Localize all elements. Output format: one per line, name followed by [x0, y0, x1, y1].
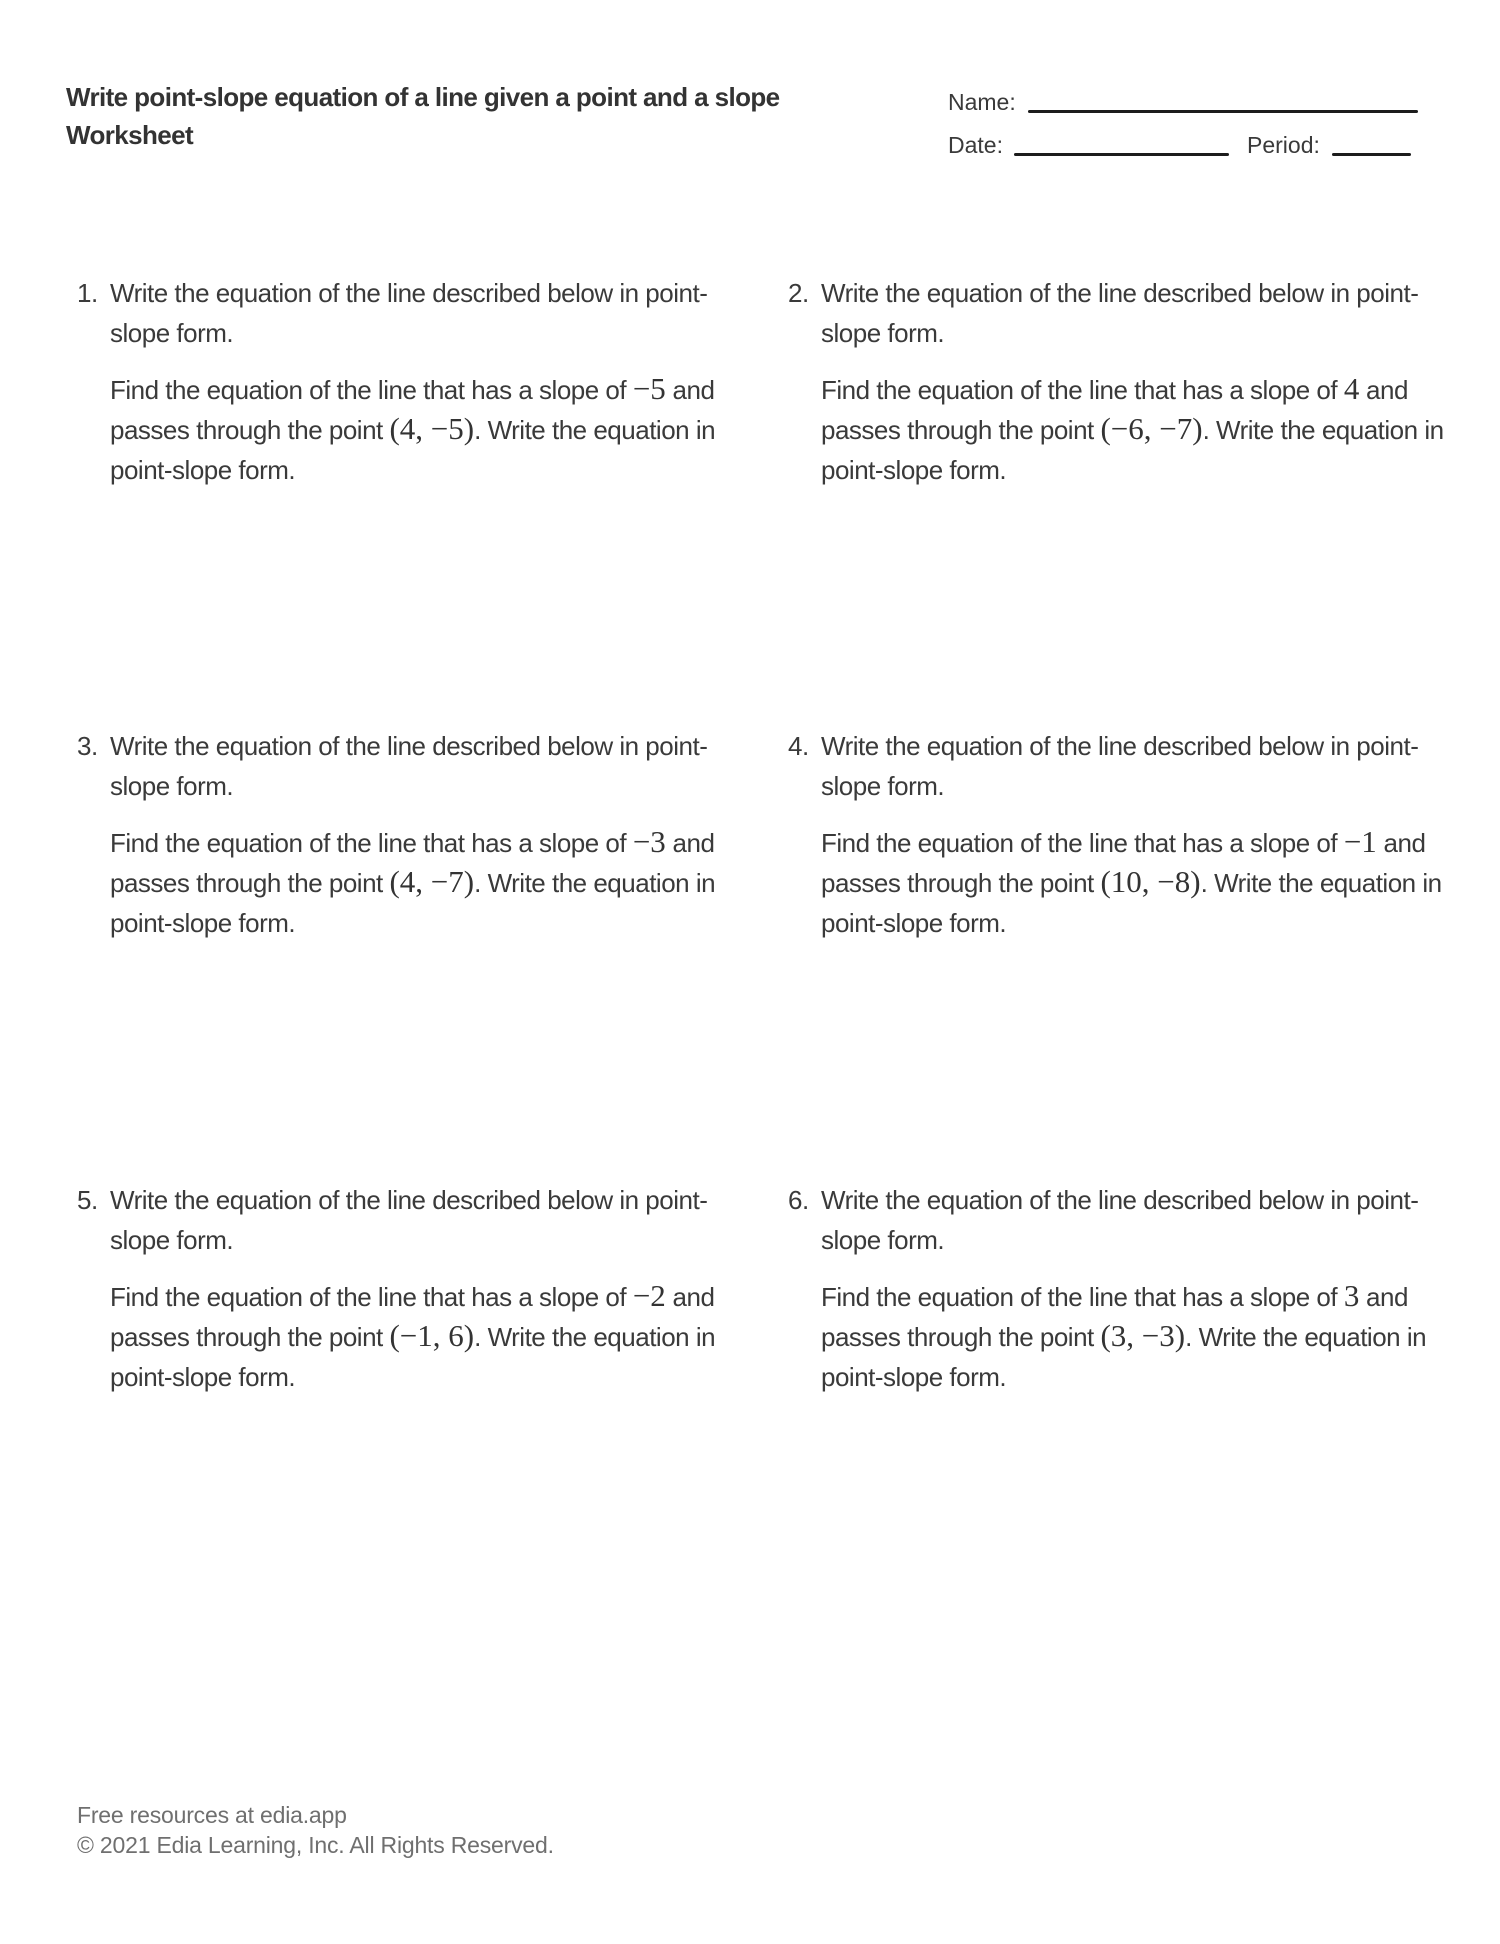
statement-text: . Write the equation in point-slope form. [821, 415, 1444, 485]
problem-3-number: 3. [77, 731, 98, 761]
problem-5-statement [110, 1277, 740, 1397]
problem-2-statement [821, 370, 1451, 490]
statement-text: and passes through the point [821, 828, 1426, 898]
problem-3-statement [110, 823, 740, 943]
problem-4 [788, 726, 1453, 943]
point-value: (4, −5) [389, 411, 475, 446]
problem-6-prompt: Write the equation of the line described below in point-slope form. [821, 1185, 1419, 1255]
page-title [66, 78, 780, 154]
point-value: (4, −7) [389, 864, 475, 899]
point-value: (−6, −7) [1100, 411, 1203, 446]
period-blank-line [1332, 153, 1411, 156]
footer-copyright-text: © 2021 Edia Learning, Inc. All Rights Reserved. [77, 1832, 554, 1858]
slope-value: 3 [1343, 1278, 1360, 1313]
page-title-line1: Write point-slope equation of a line given a point and a slope [66, 82, 780, 112]
problem-1-statement [110, 370, 740, 490]
statement-text: and passes through the point [110, 375, 715, 445]
problem-5 [77, 1180, 742, 1397]
problem-3-prompt: Write the equation of the line described below in point-slope form. [110, 731, 708, 801]
problem-1 [77, 273, 742, 490]
statement-text: . Write the equation in point-slope form. [110, 415, 716, 485]
date-label: Date: [948, 132, 1003, 158]
statement-text: and passes through the point [821, 375, 1408, 445]
statement-text: Find the equation of the line that has a slope of [110, 1282, 633, 1312]
point-value: (10, −8) [1100, 864, 1201, 899]
problem-6-number: 6. [788, 1185, 809, 1215]
problem-6-statement [821, 1277, 1451, 1397]
statement-text: . Write the equation in point-slope form. [821, 1322, 1427, 1392]
problem-4-number: 4. [788, 731, 809, 761]
statement-text: Find the equation of the line that has a slope of [821, 1282, 1344, 1312]
slope-value: 4 [1343, 371, 1360, 406]
problem-1-number: 1. [77, 278, 98, 308]
statement-text: Find the equation of the line that has a slope of [110, 375, 633, 405]
problem-4-statement [821, 823, 1451, 943]
name-label: Name: [948, 89, 1016, 115]
problem-2 [788, 273, 1453, 490]
problem-1-prompt: Write the equation of the line described below in point-slope form. [110, 278, 708, 348]
statement-text: Find the equation of the line that has a slope of [110, 828, 633, 858]
slope-value: −2 [632, 1278, 666, 1313]
problem-4-prompt: Write the equation of the line described below in point-slope form. [821, 731, 1419, 801]
period-label: Period: [1247, 132, 1320, 158]
problem-3 [77, 726, 742, 943]
problem-2-prompt: Write the equation of the line described below in point-slope form. [821, 278, 1419, 348]
statement-text: . Write the equation in point-slope form. [821, 868, 1442, 938]
footer-resources-text: Free resources at edia.app [77, 1802, 347, 1828]
problem-3-body [110, 726, 740, 943]
statement-text: . Write the equation in point-slope form. [110, 1322, 716, 1392]
slope-value: −3 [632, 824, 666, 859]
slope-value: −5 [632, 371, 666, 406]
statement-text: and passes through the point [110, 1282, 715, 1352]
problem-6 [788, 1180, 1453, 1397]
statement-text: Find the equation of the line that has a slope of [821, 828, 1344, 858]
point-value: (3, −3) [1100, 1318, 1186, 1353]
slope-value: −1 [1343, 824, 1377, 859]
problem-5-body [110, 1180, 740, 1397]
date-blank-line [1014, 153, 1229, 156]
problem-4-body [821, 726, 1451, 943]
problem-2-number: 2. [788, 278, 809, 308]
problem-5-prompt: Write the equation of the line described below in point-slope form. [110, 1185, 708, 1255]
problem-5-number: 5. [77, 1185, 98, 1215]
statement-text: and passes through the point [821, 1282, 1408, 1352]
name-blank-line [1028, 110, 1418, 113]
statement-text: . Write the equation in point-slope form. [110, 868, 716, 938]
point-value: (−1, 6) [389, 1318, 475, 1353]
problem-1-body [110, 273, 740, 490]
problem-6-body [821, 1180, 1451, 1397]
page-title-line2: Worksheet [66, 120, 194, 150]
page-footer [77, 1800, 554, 1860]
statement-text: and passes through the point [110, 828, 715, 898]
problem-2-body [821, 273, 1451, 490]
statement-text: Find the equation of the line that has a slope of [821, 375, 1344, 405]
